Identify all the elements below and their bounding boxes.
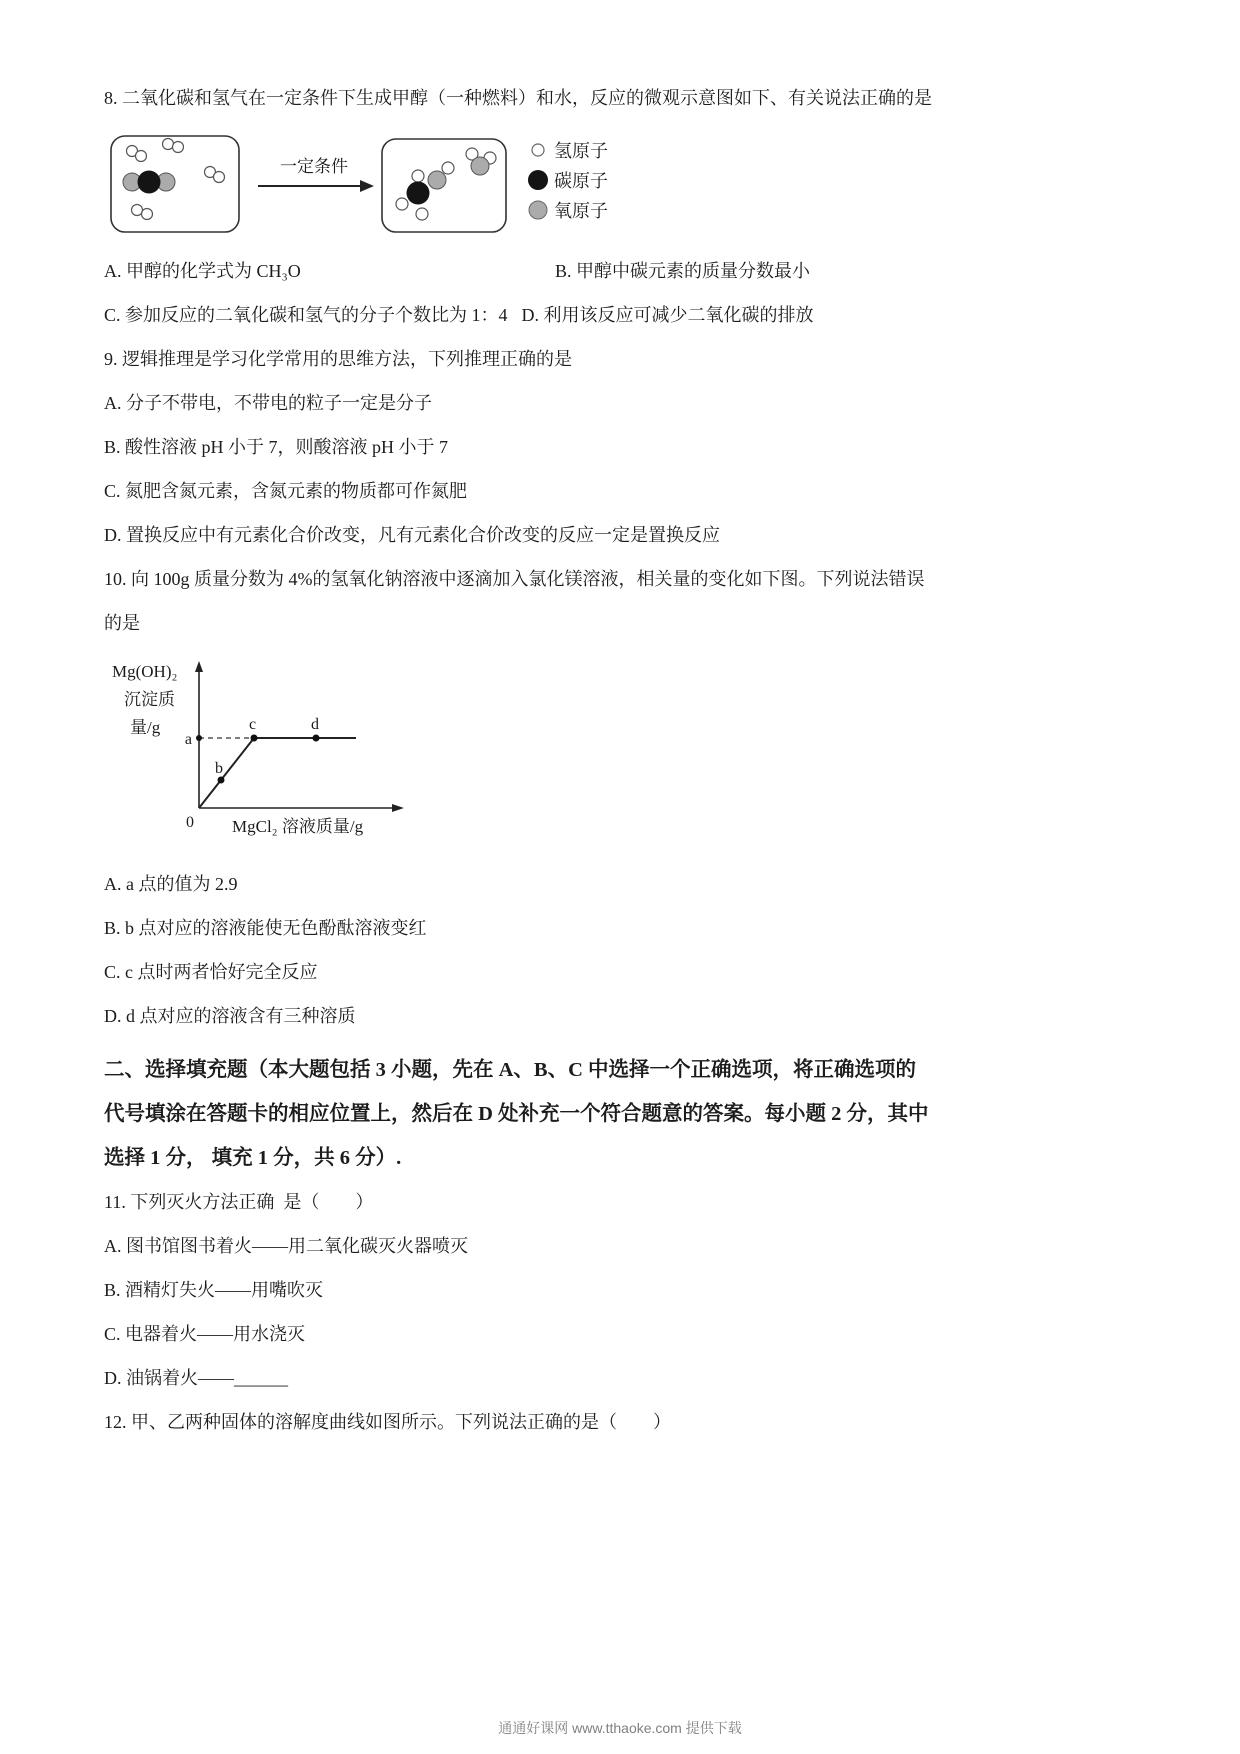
section2-heading-line1: 二、选择填充题（本大题包括 3 小题，先在 A、B、C 中选择一个正确选项，将正确选项的 xyxy=(104,1059,917,1081)
hydrogen-atom-icon xyxy=(532,144,544,156)
q10-stem-line1: 10. 向 100g 质量分数为 4%的氢氧化钠溶液中逐滴加入氯化镁溶液，相关量的变化如下图。下列说法错误 xyxy=(104,569,925,589)
q10-option-c: C. c 点时两者恰好完全反应 xyxy=(104,962,318,982)
carbon-dioxide-molecule-icon xyxy=(123,171,175,194)
atom-legend xyxy=(528,141,608,221)
legend-hydrogen-label: 氢原子 xyxy=(554,141,608,161)
q8-options-ab xyxy=(104,259,1144,283)
point-a-label: a xyxy=(184,731,192,748)
q8-option-a: A. 甲醇的化学式为 CH₃O xyxy=(104,261,301,281)
q11-stem: 11. 下列灭火方法正确 是（ ） xyxy=(104,1192,374,1212)
q9-stem: 9. 逻辑推理是学习化学常用的思维方法，下列推理正确的是 xyxy=(104,349,572,369)
q9-option-c: C. 氮肥含氮元素，含氮元素的物质都可作氮肥 xyxy=(104,481,468,501)
q12-stem: 12. 甲、乙两种固体的溶解度曲线如图所示。下列说法正确的是（ ） xyxy=(104,1412,671,1432)
q8-option-d: D. 利用该反应可减少二氧化碳的排放 xyxy=(521,305,814,325)
methanol-molecule-icon xyxy=(396,162,454,220)
arrow-condition-label: 一定条件 xyxy=(280,157,348,176)
q10-option-b: B. b 点对应的溶液能使无色酚酞溶液变红 xyxy=(104,918,427,938)
q11-option-b: B. 酒精灯失火——用嘴吹灭 xyxy=(104,1280,324,1300)
q11-option-d: D. 油锅着火——______ xyxy=(104,1368,288,1388)
point-b-label: b xyxy=(215,760,223,777)
reaction-micro-diagram xyxy=(106,130,666,240)
point-d-label: d xyxy=(311,716,319,733)
origin-label: 0 xyxy=(186,814,194,831)
section2-heading-line3: 选择 1 分， 填充 1 分，共 6 分）. xyxy=(104,1147,402,1169)
water-molecule-icon xyxy=(466,148,496,175)
q10-option-a: A. a 点的值为 2.9 xyxy=(104,874,238,894)
page-footer: 通通好课网 www.tthaoke.com 提供下载 xyxy=(498,1720,742,1736)
x-axis-label: MgCl₂ 溶液质量/g xyxy=(232,817,364,836)
q10-stem-line2: 的是 xyxy=(104,613,140,633)
reaction-arrow-icon xyxy=(258,180,374,192)
precipitate-mass-graph xyxy=(104,655,424,843)
carbon-atom-icon xyxy=(528,170,548,190)
q10-option-d: D. d 点对应的溶液含有三种溶质 xyxy=(104,1006,356,1026)
legend-carbon-label: 碳原子 xyxy=(554,171,608,191)
q8-option-b: B. 甲醇中碳元素的质量分数最小 xyxy=(555,261,811,281)
y-axis-label-2: 沉淀质 xyxy=(124,690,175,709)
chart-axes xyxy=(195,661,404,812)
y-axis-label-1: Mg(OH)₂ xyxy=(112,662,178,681)
q9-option-a: A. 分子不带电，不带电的粒子一定是分子 xyxy=(104,393,432,413)
q11-option-a: A. 图书馆图书着火——用二氧化碳灭火器喷灭 xyxy=(104,1236,468,1256)
q9-option-b: B. 酸性溶液 pH 小于 7，则酸溶液 pH 小于 7 xyxy=(104,437,449,457)
q8-reaction-diagram xyxy=(106,130,1144,245)
q8-options-cd xyxy=(104,303,1144,327)
y-axis-label-3: 量/g xyxy=(130,718,161,737)
q8-stem: 8. 二氧化碳和氢气在一定条件下生成甲醇（一种燃料）和水，反应的微观示意图如下、有关说法正确的是 xyxy=(104,88,932,108)
section2-heading xyxy=(104,1048,1144,1180)
section2-heading-line2: 代号填涂在答题卡的相应位置上，然后在 D 处补充一个符合题意的答案。每小题 2 分，其中 xyxy=(104,1103,929,1125)
legend-oxygen-label: 氧原子 xyxy=(554,201,608,221)
oxygen-atom-icon xyxy=(529,201,547,219)
q11-option-c: C. 电器着火——用水浇灭 xyxy=(104,1324,306,1344)
q8-option-c: C. 参加反应的二氧化碳和氢气的分子个数比为 1：4 xyxy=(104,305,508,325)
q10-precipitate-chart xyxy=(104,655,1144,848)
q9-option-d: D. 置换反应中有元素化合价改变，凡有元素化合价改变的反应一定是置换反应 xyxy=(104,525,720,545)
point-c-label: c xyxy=(249,716,257,733)
